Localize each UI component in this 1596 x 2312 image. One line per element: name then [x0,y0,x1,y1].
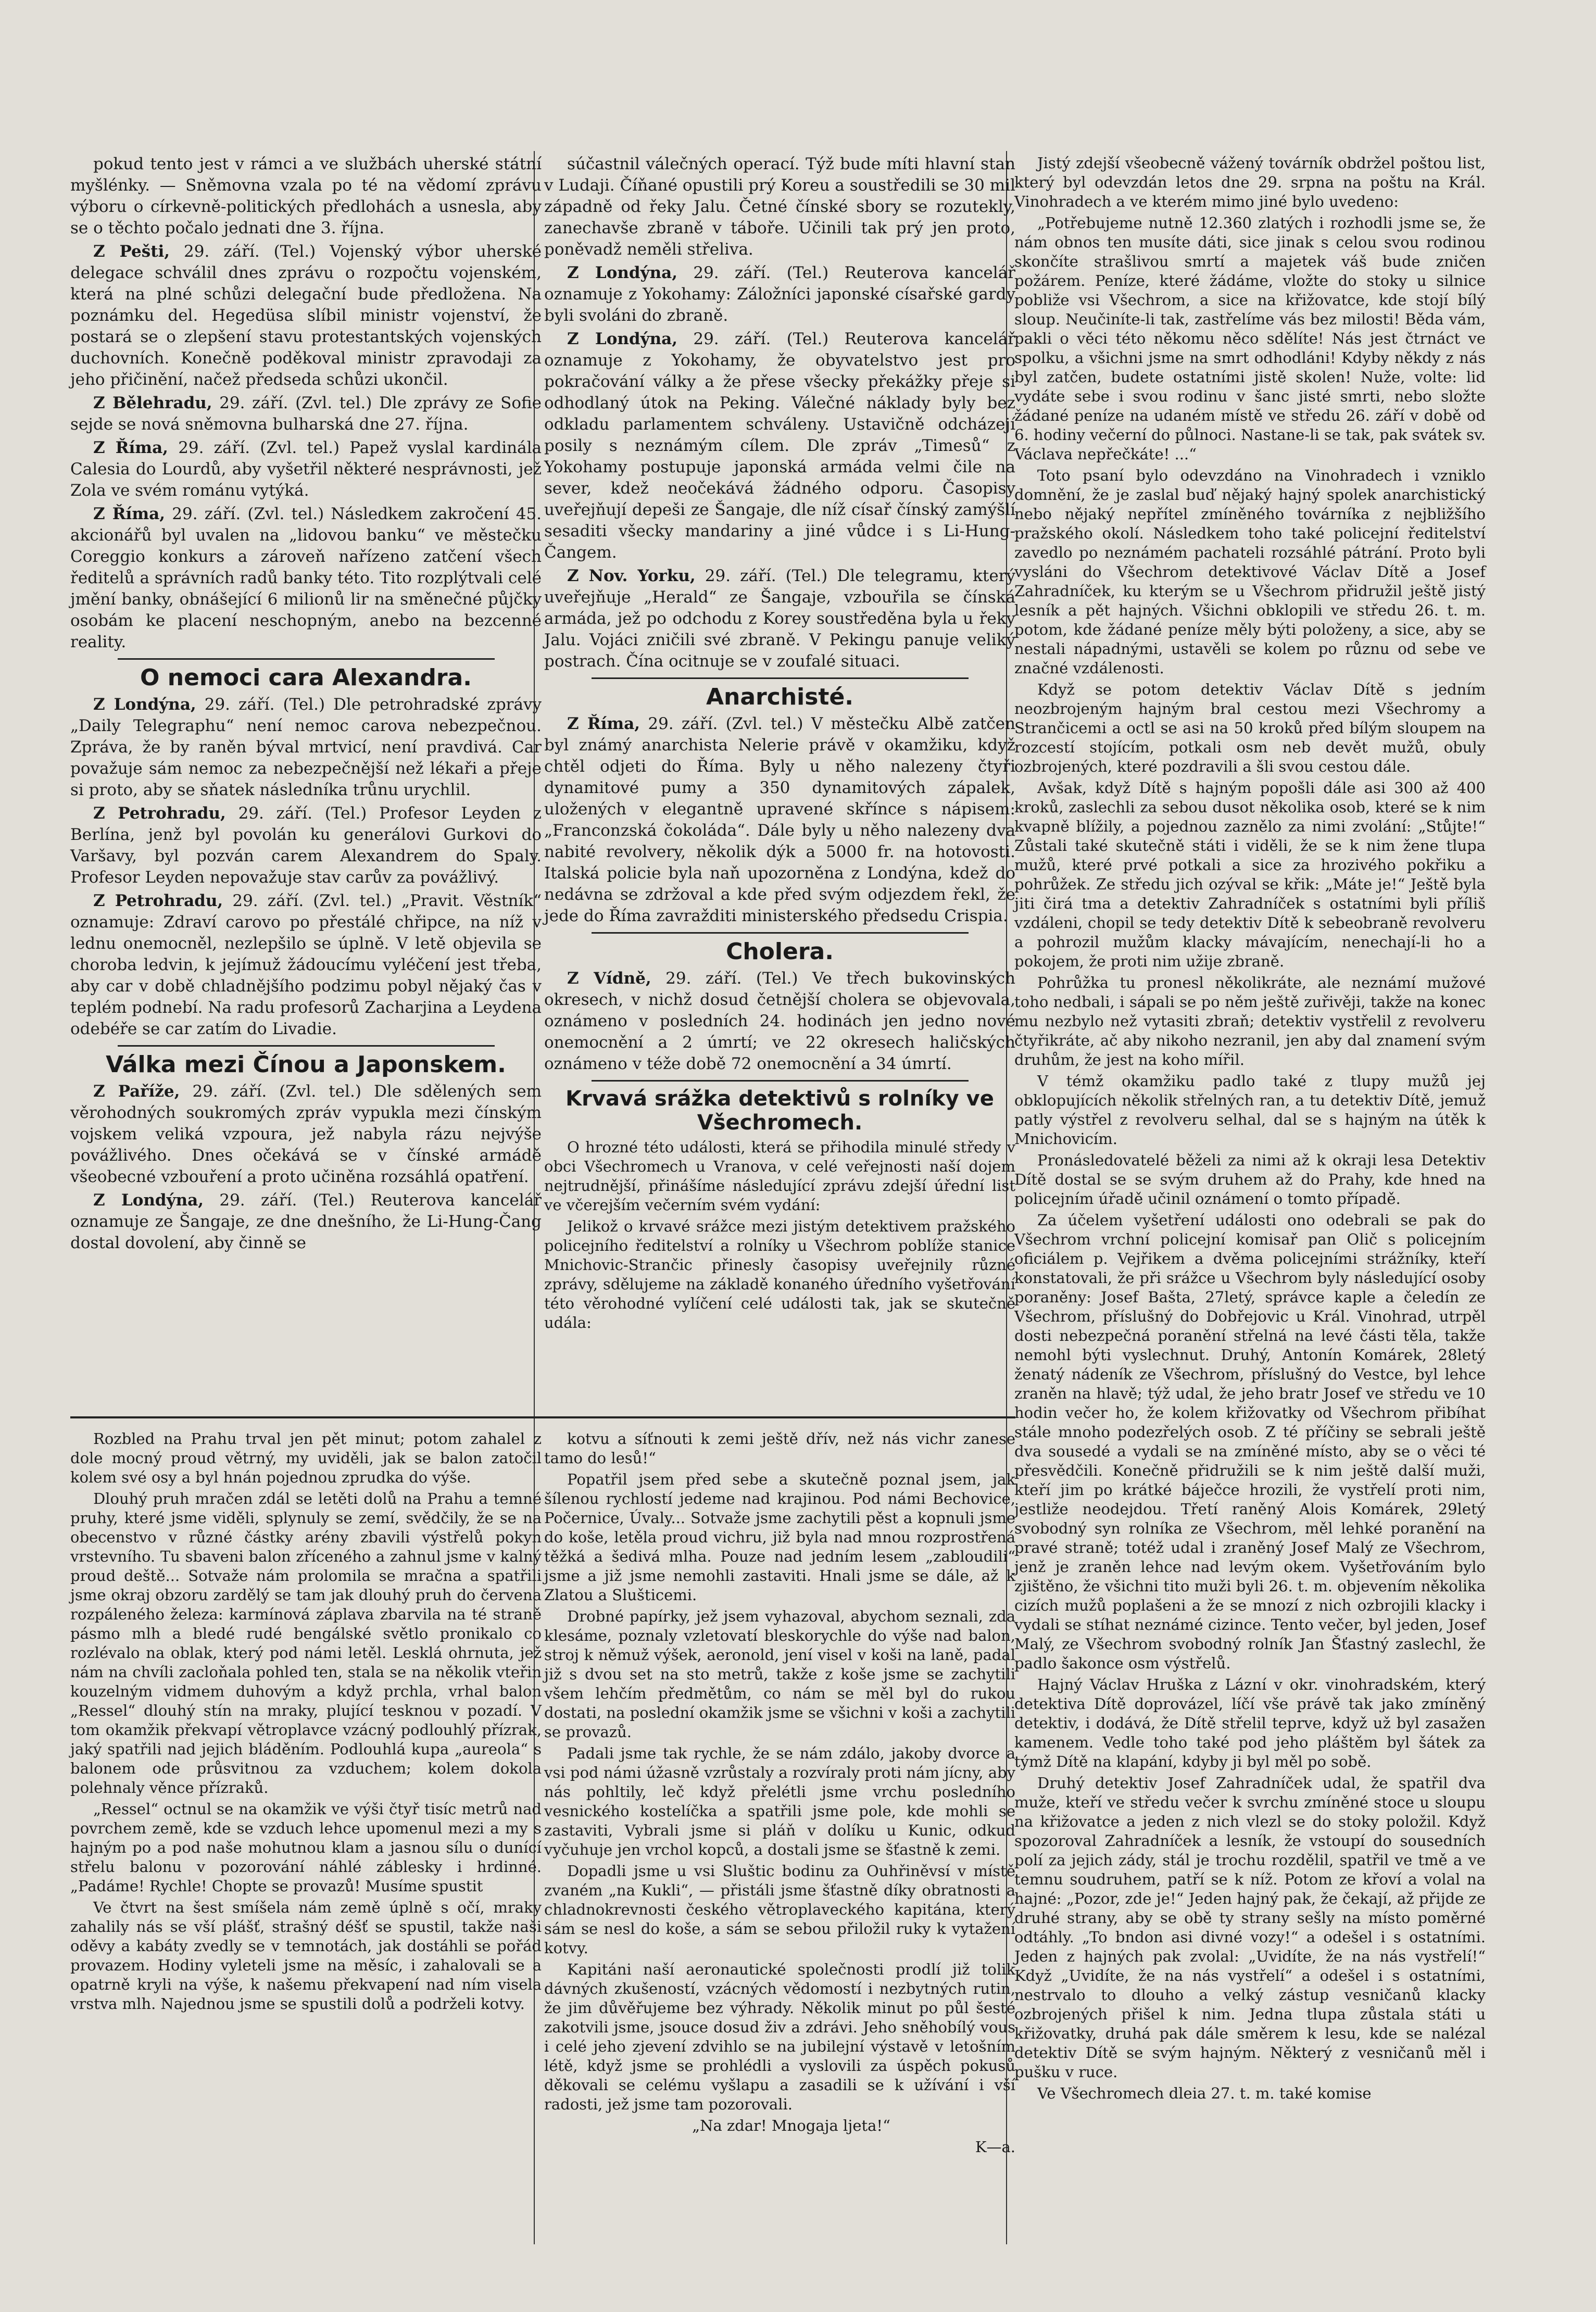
news-item: Z Říma, 29. září. (Zvl. tel.) V městečku Albě zatčen byl známý anarchista Nelerie právě v okamžiku, když chtěl odjeti do Říma. Byly u něho nalezeny čtyři dynamitové pumy a 350 dynamitových zápalek, uložených v elegantně upravené skřínce s nápisem: „Franconzská čokoláda“. Dále byly u něho nalezeny dva nabité revolvery, několik dýk a 5000 fr. na hotovosti. Italská policie byla naň upozorněna z Londýna, kdež do nedávna se zdržoval a kde před svým odjezdem řekl, že jede do Říma zavražditi ministerského předsedu Crispia. [544,714,1015,925]
section-heading: Anarchisté. [706,684,854,710]
article-paragraph: Padali jsme tak rychle, že se nám zdálo, jakoby dvorce a vsi pod námi úžasně vzrůstaly a rozvíraly proti nám jícny, aby nás pohltily, leč když přelétli jsme vrchu posledního vesnického kostelíčka a spatřili jsme pole, kde mohli se zastaviti, Vybrali jsme si pláň v dolíku u Kunic, odkud vyčuhuje jen vrchol kopců, a dostali jsme se šťastně k zemi. [544,1744,1015,1858]
article-paragraph: O hrozné této události, která se přihodila minulé středy v obci Všechromech u Vranova, v celé veřejnosti naší dojem nejtrudnější, přinášíme následující zprávu zdejší úřední list ve včerejším večerním svém vydání: [544,1138,1015,1214]
article-paragraph: Pohrůžka tu pronesl několikráte, ale neznámí mužové toho nedbali, i sápali se po něm ještě zuřivěji, takže na konec mu nezbylo než vytasiti zbraň; detektiv vystřelil z revolveru čtyřikráte, ač aby nikoho nezranil, jen aby dal znamení svým druhům, že jest na koho mířil. [1014,974,1486,1069]
article-paragraph: Jelikož o krvavé srážce mezi jistým detektivem pražského policejního ředitelství a rolníky u Všechrom poblíže stanice Mnichovic-Strančic přinesly časopisy uveřejnily různé zprávy, sdělujeme na základě konaného úředního vyšetřování této věrohodné vylíčení celé události tak, jak se skutečně udála: [544,1217,1015,1331]
news-item: Z Londýna, 29. září. (Tel.) Reuterova kancelář oznamuje z Yokohamy: Záložníci japonské císařské gardy byli svoláni do zbraně. [544,263,1015,325]
article-paragraph: Kapitáni naší aeronautické společnosti prodlí již tolik dávných zkušeností, vzácných vědomostí i nezbytných rutin, že jim důvěřujeme bez výhrady. Několik minut po půl šesté zakotvili jsme, jsouce dosud živ a zdrávi. Jeho sněhobílý vous i celé jeho zjevení zdvihlo se na jubilejní výstavě v letošním létě, když jsme se prohlédli a vyslovili za úspěch pokusů děkovali se celému vyšlapu a zasadili se k užívání i vší radosti, jež jsme tam pozorovali. [544,1961,1015,2113]
article-paragraph: pokud tento jest v rámci a ve službách uherské státní myšlénky. — Sněmovna vzala po té na vědomí zprávu výboru o církevně-politických předlohách a usnesla, aby se o těchto počalo jednati dne 3. října. [70,155,542,237]
dateline: Z Londýna, [93,1191,204,1210]
dateline: Z Říma, [567,714,640,733]
dateline: Z Londýna, [93,695,196,714]
article-paragraph: kotvu a síťnouti k zemi ještě dřív, než nás vichr zanese tamo do lesů!“ [544,1430,1015,1467]
dateline: Z Petrohradu, [93,891,223,910]
dateline: Z Petrohradu, [93,804,226,823]
section-rule [592,932,969,934]
article-paragraph: Ve čtvrt na šest smíšela nám země úplně s očí, mraky zahalily nás se vší plášť, strašný déšť se spustil, takže naši oděvy a kabáty zvedly se v temnotách, jak dostáhli se pořád provazem. Hodiny vyleteli jsme na měsíc, i zahalovali se a opatrně kryli na výše, k našemu překvapení nad ním visela vrstva mlh. Najednou jsme se spustili dolů a podrželi kotvy. [70,1899,542,2013]
article-paragraph: Popatřil jsem před sebe a skutečně poznal jsem, jak šílenou rychlostí jedeme nad krajinou. Pod námi Bechovice, Počernice, Úvaly... Sotvaže jsme zachytili pěst a kopnuli jsme do koše, letěla proud vichru, již byla nad mnou rozprostřená těžká a šedivá mlha. Pouze nad jedním lesem „zabloudili“ jsme a již jsme nemohli zastaviti. Hnali jsme se dále, až k Zlatou a Slušticemi. [544,1471,1015,1604]
article-paragraph: Dlouhý pruh mračen zdál se letěti dolů na Prahu a temné pruhy, které jsme viděli, splynuly se zemí, svědčily, že se na obecenstvo v různé částky arény zbavili výstřelů pokyn vrstevního. Tu sbaveni balon zříceného a zahnul jsme v kalný proud deště... Sotvaže nám prolomila se mračna a spatřili jsme okraj obzoru zardělý se tam jak dlouhý pruh do červena rozpáleného železa: karmínová záplava zbarvila na té straně pásmo mlh a bledé rudé bengálské světlo pronikalo co rozlévalo na oblak, který pod námi letěl. Lesklá ohrnuta, jež nám na chvíli zacloňala pohled ten, stala se na několik vteřin kouzelným vidmem duhovým a když prchla, vrhal balon „Ressel“ dlouhý stín na mraky, plující tesknou v pozadí. V tom okamžik překvapí větroplavce vzácný podlouhlý přízrak, jaký spatřili nad jejich bláděním. Podlouhlá kupa „aureola“ s balonem ode průsvitnou za vzduchem; kolem dokola polehnaly věnce přízraků. [70,1490,542,1796]
column-2 [544,154,1015,1335]
dateline: Z Bělehradu, [93,394,212,412]
article-paragraph: Když se potom detektiv Václav Dítě s jedním neozbrojeným hajným bral cestou mezi Všechromy a Strančicemi a octl se asi na 50 kroků před bílým sloupem na rozcestí stojícím, potkali osm neb devět mužů, obuly ozbrojených, které pozdravili a šli svou cestou dále. [1014,681,1486,775]
section-rule [592,677,969,679]
article-paragraph: Dopadli jsme u vsi Sluštic bodinu za Ouhřiněvsí v místě zvaném „na Kukli“, — přistáli jsme šťastně díky obratnosti a chladnokrevnosti českého větroplaveckého kapitána, který sám se nesl do koše, a sám se sebou přiložil ruky k vytažení kotvy. [544,1862,1015,1957]
article-paragraph: súčastnil válečných operací. Týž bude míti hlavní stan v Ludaji. Číňané opustili prý Koreu a soustředili se 30 mil západně od řeky Jalu. Četné čínské sbory se rozutekly, zanechavše zbraně v táboře. Učinili tak prý jen proto, poněvadž neměli střeliva. [544,155,1015,259]
section-heading: Krvavá srážka detektivů s rolníky ve Všechromech. [565,1087,994,1135]
section-rule [592,1080,969,1082]
article-paragraph: Druhý detektiv Josef Zahradníček udal, že spatřil dva muže, kteří ve středu večer k svrchu zmíněné stoce u sloupu na křižovatce a jeden z nich vlezl se do stoky položil. Když spozoroval Zahradníček a lesník, že vstoupí do sousedních polí za jejich zády, stál je trochu rozdělil, spatřil ve tmě a ve temnu soudruhem, patří se k níž. Potom ze křoví a volal na hajné: „Pozor, zde je!“ Jeden hajný pak, že čekají, až přijde ze druhé strany, aby se obě ty strany sešly na místo poměrné odtáhly. „To bndon asi divné vozy!“ a odešel i s ostatními. Jeden z hajných pak zvolal: „Uvidíte, že na nás vystřelí!“ Když „Uvidíte, že na nás vystřelí“ a odešel i s ostatními, nestrvalo to dlouho a velký zástup vesničanů klacky ozbrojených přišel k nim. Jedna tlupa zůstala státi u křižovatky, druhá pak dále směrem k lesu, kde se nalézal detektiv Dítě se svým hajným. Některý z vesničanů měl i pušku v ruce. [1014,1774,1486,2081]
author-signature: K—a. [975,2138,1015,2156]
news-item: Z Říma, 29. září. (Zvl. tel.) Papež vyslal kardinála Calesia do Lourdů, aby vyšetřil některé nesprávnosti, jež Zola ve svém románu vytýká. [70,438,542,500]
dateline: Z Vídně, [567,969,651,988]
news-item: Z Říma, 29. září. (Zvl. tel.) Následkem zakročení 45. akcionářů byl uvalen na „lidovou banku“ ve městečku Coreggio konkurs a zároveň nařízeno zatčení všech ředitelů a správních radů banky této. Tito rozplýtvali celé jmění banky, obnášející 6 milionů lir na směnečné půjčky osobám ke placení neschopným, anebo na bezcenné reality. [70,505,542,651]
news-item: Z Paříže, 29. září. (Zvl. tel.) Dle sdělených sem věrohodných soukromých zpráv vypukla mezi čínským vojskem veliká vzpoura, jež nabyla rázu nejvýše povážlivého. Dnes očekává se v čínské armádě všeobecné vzbouření a proto učiněna rozsáhlá opatření. [70,1082,542,1186]
section-heading: Cholera. [726,938,834,965]
feuilleton-column-1 [70,1429,542,2016]
news-item: Z Vídně, 29. září. (Tel.) Ve třech bukovinských okresech, v nichž dosud četnější cholera se objevovala, oznámeno v posledních 24. hodinách jen jedno nové onemocnění a 2 úmrtí; ve 22 okresech haličských oznámeno v téže době 72 onemocnění a 34 úmrtí. [544,969,1015,1073]
feuilleton-rule [70,1416,1015,1418]
dateline: Z Pešti, [93,242,170,261]
news-item: Z Londýna, 29. září. (Tel.) Dle petrohradské zprávy „Daily Telegraphu“ není nemoc carova nebezpečnou. Zpráva, že by raněn býval mrtvicí, není pravdivá. Car považuje sám nemoc za nebezpečnější než lékaři a přeje si proto, aby se sňatek následníka trůnu urychlil. [70,695,542,799]
article-paragraph: „Ressel“ octnul se na okamžik ve výši čtyř tisíc metrů nad povrchem země, kde se vzduch lehce upomenul mezi a my s hajným po a pod naše mohutnou klam a jasnou sílu o dunící střelu balonu v pozorování náhlé záblesky i hrdinné. „Padáme! Rychle! Chopte se provazů! Musíme spustit [70,1800,542,1895]
toast-quote: „Na zdar! Mnogaja ljeta!“ [692,2117,890,2134]
section-heading: O nemoci cara Alexandra. [140,664,472,691]
news-item: Z Bělehradu, 29. září. (Zvl. tel.) Dle zprávy ze Sofie sejde se nová sněmovna bulharská dne 27. října. [70,394,542,434]
article-paragraph: Za účelem vyšetření události ono odebrali se pak do Všechrom vrchní policejní komisař pan Olič s policejním oficiálem p. Vejřikem a dvěma policejními strážníky, kteří konstatovali, že při srážce u Všechrom byly následující osoby poraněny: Josef Bašta, 27letý, správce kaple a čeledín ze Všechrom, příslušný do Dobřejovic u Král. Vinohrad, utrpěl dosti nebezpečná poranění střelná na levé části těla, takže nemohl býti vyslechnut. Druhý, Antonín Komárek, 28letý ženatý nádeník ze Všechrom, příslušný do Vestce, byl lehce zraněn na hlavě; týž udal, že jeho bratr Josef ve středu ve 10 hodin večer ho, že kolem křižovatky od Všechrom přibíhat stále mnoho podezřelých osob. Z té příčiny se sebrali ještě dva sousedé a vydali se na zmíněné místo, aby se o věci té přesvědčili. Konečně přidružili se k nim ještě další muži, kteří jim po krátké báječce hrozili, že vystřelí proti nim, jestliže neodejdou. Třetí raněný Alois Komárek, 29letý svobodný syn rolníka ze Všechrom, měl lehké poranění na pravé straně; totéž udal i zraněný Josef Malý ze Všechrom, jenž je zraněn lehce nad levým okem. Vyšetřováním bylo zjištěno, že všichni tito muži byli 26. t. m. objevením několika cizích mužů poplašeni a že se mnozí z nich ozbrojili klacky i vydali se stíhat neznámé cizince. Tento večer, byl jeden, Josef Malý, ze Všechrom svobodný rolník Jan Šťastný zaslechl, že padlo šakonce osm výstřelů. [1014,1211,1486,1672]
dateline: Z Londýna, [567,263,678,282]
news-item: Z Londýna, 29. září. (Tel.) Reuterova kancelář oznamuje z Yokohamy, že obyvatelstvo jest pro pokračování války a že přese všecky překážky přeje si odhodlaný útok na Peking. Válečné náklady byly bez odkladu parlamentem schváleny. Ustavičně odcházejí posily s neznámým cílem. Dle zpráv „Timesů“ z Yokohamy postupuje japonská armáda velmi čile na sever, kdež neočekává žádného odporu. Časopisy uveřejňují depeši ze Šangaje, dle níž císař čínský zamýšlí sesaditi všecky mandariny a jiné vůdce i s Li-Hung-Čangem. [544,330,1015,562]
article-paragraph: V témž okamžiku padlo také z tlupy mužů jej obklopujících několik střelných ran, a tu detektiv Dítě, jemuž patly výstřel z revolveru selhal, dal se s hajným na útěk k Mnichovicím. [1014,1072,1486,1148]
section-rule [118,1045,495,1047]
news-item: Z Petrohradu, 29. září. (Zvl. tel.) „Pravit. Věstník“ oznamuje: Zdraví carovo po přestálé chřipce, na níž v lednu onemocněl, nezlepšilo se úplně. V letě objevila se choroba ledvin, k jejímuž žádoucímu vyléčení jest třeba, aby car v době chladnějšího podzimu pobyl nějaký čas v teplém podnebí. Na radu profesorů Zacharjina a Leydena odebéře se car zatím do Livadie. [70,891,542,1038]
news-item: Z Petrohradu, 29. září. (Tel.) Profesor Leyden z Berlína, jenž byl povolán ku generálovi Gurkovi do Varšavy, byl pozván carem Alexandrem do Spaly. Profesor Leyden nepovažuje stav carův za povážlivý. [70,804,542,887]
dateline: Z Paříže, [93,1082,180,1101]
news-item: Z Nov. Yorku, 29. září. (Tel.) Dle telegramu, který uveřejňuje „Herald“ ze Šangaje, vzbouřila se čínská armáda, jež po odchodu z Korey soustředěna byla u řeky Jalu. Vojáci zničili své zbraně. V Pekingu panuje veliký postrach. Čína ocitnuje se v zoufalé situaci. [544,567,1016,671]
section-rule [118,658,495,660]
dateline: Z Říma, [93,438,168,457]
article-paragraph: Drobné papírky, jež jsem vyhazoval, abychom seznali, zda klesáme, poznaly vzletovatí bleskorychle do výše nad balon, stroj k němuž výšek, aeronold, jení visel v koši na laně, padal již s dvou set na sto metrů, takže z koše jsme se zachytili všem lehčím předmětům, co nám se měl byl do rukou dostati, na poslední okamžik jsme se všichni v koši a zachytili se provazů. [544,1607,1015,1741]
news-item: Z Londýna, 29. září. (Tel.) Reuterova kancelář oznamuje ze Šangaje, ze dne dnešního, že Li-Hung-Čang dostal dovolení, aby činně se [70,1191,542,1252]
dateline: Z Londýna, [567,330,678,348]
news-item: Z Pešti, 29. září. (Tel.) Vojenský výbor uherské delegace schválil dnes zprávu o rozpočtu vojenském, která na plné schůzi delegační bude předložena. Na poznámku del. Hegedüsa slíbil ministr vojenství, že postará se o zlepšení stavu protestantských vojenských duchovních. Konečně poděkoval ministr zpravodaji za jeho přičinění, načež předseda schůzi ukončil. [70,242,542,389]
article-paragraph: „Potřebujeme nutně 12.360 zlatých i rozhodli jsme se, že nám obnos ten musíte dáti, sice jinak s celou svou rodinou skončíte strašlivou smrtí a majetek váš bude zničen požárem. Peníze, které žádáme, vložte do stoky u silnice pobliže vsi Všechrom, a sice na křižovatce, kde stojí bílý sloup. Neučiníte-li tak, zastřelíme vás bez milosti! Běda vám, pakli o věci této někomu něco sdělíte! Nás jest čtrnáct ve spolku, a všichni jsme na smrt odhodláni! Kdyby někdy z nás byl zatčen, budete ostatními jistě skolen! Nuže, volte: lid vydáte sebe i svou rodinu v šanc jisté smrti, nebo složte žádané peníze na udaném místě ve středu 26. září v době od 6. hodiny večerní do půlnoci. Nastane-li se tak, pak svátek sv. Václava nepřečkáte! ...“ [1014,214,1486,463]
dateline: Z Říma, [93,505,166,523]
article-paragraph: Pronásledovatelé běželi za nimi až k okraji lesa Detektiv Dítě dostal se se svým druhem až do Prahy, kde hned na policejním úřadě učinil oznámení o tomto případě. [1014,1151,1486,1208]
column-1 [70,154,542,1256]
article-paragraph: Avšak, když Dítě s hajným popošli dále asi 300 až 400 kroků, zaslechli za sebou dusot několika osob, které se k nim kvapně blížily, a pojednou zaznělo za nimi zvolání: „Stůjte!“ Zůstali také skutečně státi i viděli, že se k nim žene tlupa mužů, které prvé potkali a sice za hrozivého pokřiku a pohrůžek. Ze středu jich ozýval se křik: „Máte je!“ Ještě byla jiti čirá tma a detektiv Zahradníček s ostatními byli příliš vzdáleni, chopil se tedy detektiv Dítě k sebeobraně revolveru a pohrozil mužům klacky mávajícím, nenechají-li ho a pokojem, že proti nim užije zbraně. [1014,779,1486,970]
article-paragraph: Toto psaní bylo odevzdáno na Vinohradech i vzniklo domnění, že je zaslal buď nějaký hajný spolek anarchistický nebo nějaký nepřítel zmíněného továrníka z nejbližšího pražského okolí. Následkem toho také policejní ředitelství zavedlo po neznámém pachateli rozsáhlé pátrání. Proto byli vysláni do Všechrom detektivové Václav Dítě a Josef Zahradníček, ku kterým se u Všechrom přidružil ještě jistý lesník a pět hajných. Všichni obklopili ve středu 26. t. m. potom, kde žádané peníze měly býti položeny, a sice, aby se nestali nápadnými, ustavěli se kolem po různu od sebe ve značné vzdálenosti. [1014,467,1486,677]
article-paragraph: Rozbled na Prahu trval jen pět minut; potom zahalel z dole mocný proud větrný, my uviděli, jak se balon zatočil kolem své osy a byl hnán pojednou zprudka do výše. [70,1430,542,1486]
section-heading: Válka mezi Čínou a Japonskem. [106,1051,506,1078]
article-paragraph: Ve Všechromech dleia 27. t. m. také komise [1037,2084,1372,2102]
dateline: Z Nov. Yorku, [567,567,696,585]
article-paragraph: Jistý zdejší všeobecně vážený továrník obdržel poštou list, který byl odevzdán letos dne 29. srpna na poštu na Král. Vinohradech a ve kterém mimo jiné bylo uvedeno: [1014,154,1486,210]
feuilleton-column-2 [544,1429,1015,2159]
column-3 [1014,154,1486,2105]
article-paragraph: Hajný Václav Hruška z Lázní v okr. vinohradském, který detektiva Dítě doprovázel, líčí vše právě tak jako zmíněný detektiv, i dodává, že Dítě střelil teprve, když už byl zasažen kamenem. Vedle toho také pod jeho pláštěm byl šátek za týmž Dítě na klapání, kdyby ji byl měl po sobě. [1014,1676,1486,1770]
